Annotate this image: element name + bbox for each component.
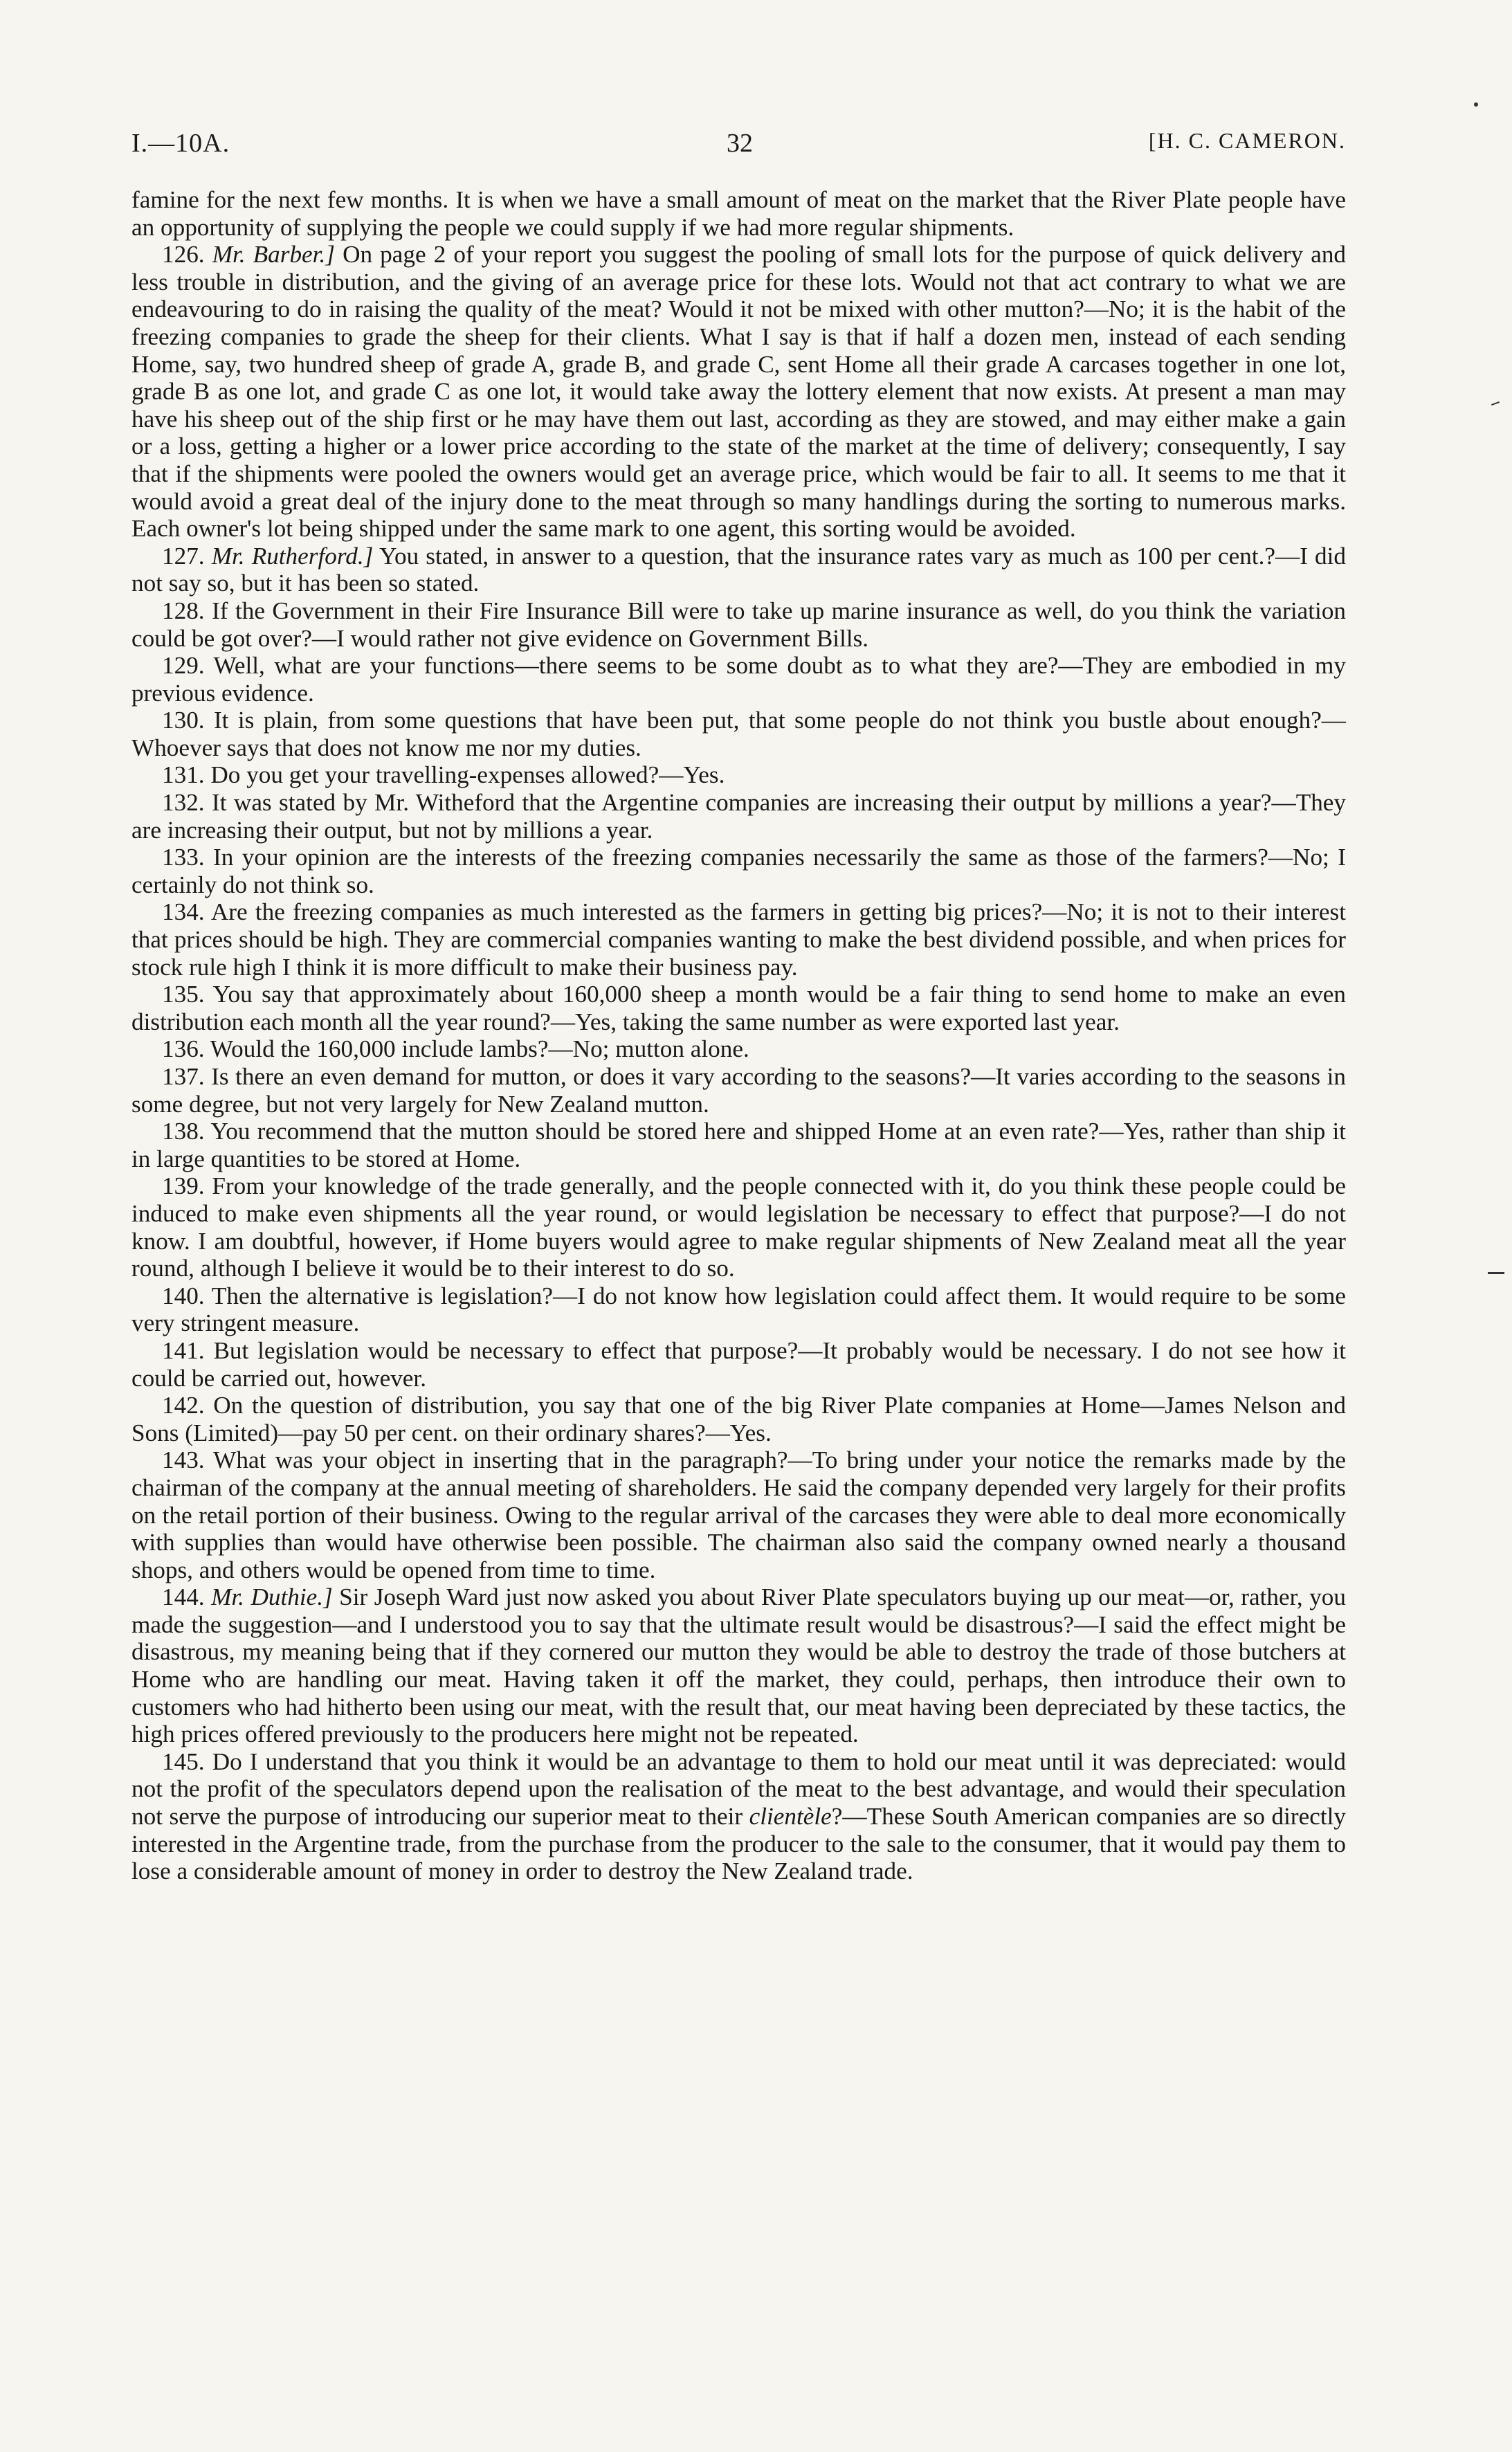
paragraph-text: What was your object in inserting that in the paragraph?—To bring under your notice the remarks made by the chairman of the company at the annual meeting of shareholders. He said the company depended very largely for their profits on the retail portion of their business. Owing to the regular arrival of the carcases they were able to deal more economically with supplies than would have otherwise been possible. The chairman also said the company owned nearly a thousand shops, and others would be opened from time to time.	[131, 1446, 1346, 1583]
paragraph-text: From your knowledge of the trade generally, and the people connected with it, do you think these people could be induced to make even shipments all the year round, or would legislation be necessary to effect that purpose?—I do not know. I am doubtful, however, if Home buyers would agree to make regular shipments of New Zealand meat all the year round, although I believe it would be to their interest to do so.	[131, 1172, 1346, 1282]
question-number: 144.	[162, 1583, 205, 1611]
question-paragraph	[131, 789, 1346, 844]
question-number: 132.	[162, 789, 205, 817]
question-number: 137.	[162, 1063, 205, 1090]
italic-term: clientèle	[749, 1803, 832, 1831]
margin-mark	[1491, 401, 1500, 406]
speaker-name: Mr. Barber.]	[212, 241, 335, 269]
question-number: 129.	[162, 652, 205, 680]
question-number: 130.	[162, 707, 205, 734]
paragraph-text: You stated, in answer to a question, that the insurance rates vary as much as 100 per cent.?—I did not say so, but it has been so stated.	[131, 542, 1346, 597]
question-paragraph	[131, 1748, 1346, 1885]
answer-text: ?—These South American companies are so directly interested in the Argentine trade, from the purchase from the producer to the sale to the consumer, that it would pay them to lose a considerable amount of money in order to destroy the New Zealand trade.	[131, 1803, 1347, 1885]
paragraph-text: It is plain, from some questions that have been put, that some people do not think you bustle about enough?—Whoever says that does not know me nor my duties.	[131, 707, 1346, 761]
continued-paragraph	[131, 186, 1346, 241]
question-number: 139.	[162, 1172, 205, 1200]
question-paragraph	[131, 707, 1346, 761]
speaker-name: Mr. Rutherford.]	[211, 542, 374, 570]
paragraph-text: Sir Joseph Ward just now asked you about River Plate speculators buying up our meat—or, rather, you made the suggestion—and I understood you to say that the ultimate result would be disastrous?—I said the effect might be disastrous, my meaning being that if they cornered our mutton they would be able to destroy the trade of those butchers at Home who are handling our meat. Having taken it off the market, they could, perhaps, then introduce their own to customers who had hitherto been using our meat, with the result that, our meat having been depreciated by these tactics, the high prices offered previously to the producers here might not be repeated.	[131, 1583, 1346, 1748]
question-number: 135.	[162, 981, 205, 1008]
document-page	[131, 128, 1346, 1885]
question-number: 128.	[162, 597, 205, 624]
paragraph-text: Is there an even demand for mutton, or does it vary according to the seasons?—It varies according to the seasons in some degree, but not very largely for New Zealand mutton.	[131, 1063, 1347, 1118]
question-number: 127.	[162, 542, 205, 570]
paragraph-text: Are the freezing companies as much interested as the farmers in getting big prices?—No; it is not to their interest that prices should be high. They are commercial companies wanting to make the best dividend possible, and when prices for stock rule high I think it is more difficult to make their business pay.	[131, 898, 1347, 981]
question-number: 133.	[162, 844, 205, 871]
question-number: 140.	[162, 1282, 205, 1309]
paragraph-text: Well, what are your functions—there seems to be some doubt as to what they are?—They are embodied in my previous evidence.	[131, 652, 1346, 707]
question-number: 141.	[162, 1336, 205, 1364]
question-paragraph	[131, 844, 1346, 898]
question-number: 138.	[162, 1118, 205, 1145]
paragraph-text: On page 2 of your report you suggest the pooling of small lots for the purpose of quick delivery and less trouble in distribution, and the giving of an average price for these lots. Would not that act contrary to what we are endeavouring to do in raising the quality of the meat? Would it not be mixed with other mutton?—No; it is the habit of the freezing companies to grade the sheep for their clients. What I say is that if half a dozen men, instead of each sending Home, say, two hundred sheep of grade A, grade B, and grade C, sent Home all their grade A carcases together in one lot, grade B as one lot, and grade C as one lot, it would take away the lottery element that now exists. At present a man may have his sheep out of the ship first or he may have them out last, according as they are stowed, and may either make a gain or a loss, getting a higher or a lower price according to the state of the market at the time of delivery; consequently, I say that if the shipments were pooled the owners would get an average price, which would be fair to all. It seems to me that it would avoid a great deal of the injury done to the meat through so many handlings during the sorting to numerous marks. Each owner's lot being shipped under the same mark to one agent, this sorting would be avoided.	[131, 241, 1347, 543]
question-paragraph	[131, 1446, 1346, 1583]
question-number: 145.	[162, 1747, 205, 1775]
question-paragraph	[131, 1118, 1346, 1172]
question-paragraph	[131, 241, 1346, 543]
question-text: Do I understand that you think it would be an advantage to them to hold our meat until it was depreciated: would not the profit of the speculators depend upon the realisation of the meat to the best advantage, and would their speculation not serve the purpose of introducing our superior meat to their	[131, 1747, 1347, 1831]
paragraph-text: Do you get your travelling-expenses allowed?—Yes.	[210, 761, 725, 789]
paragraph-text: It was stated by Mr. Witheford that the Argentine companies are increasing their output by millions a year?—They are increasing their output, but not by millions a year.	[131, 789, 1347, 844]
question-number: 142.	[162, 1392, 205, 1419]
page-number: 32	[727, 129, 753, 158]
question-paragraph	[131, 1583, 1346, 1748]
question-number: 143.	[162, 1446, 205, 1474]
paragraph-text: If the Government in their Fire Insurance Bill were to take up marine insurance as well, do you think the variation could be got over?—I would rather not give evidence on Government Bills.	[131, 597, 1347, 652]
question-paragraph	[131, 1392, 1346, 1446]
margin-mark	[1474, 102, 1478, 107]
page-header	[131, 128, 1346, 170]
question-paragraph	[131, 597, 1346, 652]
question-paragraph	[131, 1172, 1346, 1282]
question-paragraph	[131, 898, 1346, 981]
question-number: 126.	[162, 241, 205, 269]
paragraph-text: You say that approximately about 160,000 sheep a month would be a fair thing to send home to make an even distribution each month all the year round?—Yes, taking the same number as were exported last year.	[131, 981, 1346, 1035]
question-paragraph	[131, 761, 1346, 789]
question-number: 131.	[162, 761, 205, 789]
paragraph-text: You recommend that the mutton should be stored here and shipped Home at an even rate?—Yes, rather than ship it in large quantities to be stored at Home.	[131, 1118, 1346, 1172]
speaker-name: Mr. Duthie.]	[211, 1583, 333, 1611]
paragraph-text: In your opinion are the interests of the freezing companies necessarily the same as those of the farmers?—No; I certainly do not think so.	[131, 844, 1346, 898]
paragraph-text: famine for the next few months. It is when we have a small amount of meat on the market that the River Plate people have an opportunity of supplying the people we could supply if we had more regular shipments.	[131, 186, 1346, 241]
question-paragraph	[131, 543, 1346, 597]
header-witness-name: [H. C. CAMERON.	[1148, 128, 1346, 153]
question-paragraph	[131, 1063, 1346, 1118]
question-paragraph	[131, 1282, 1346, 1337]
header-paper-reference: I.—10A.	[131, 129, 230, 158]
paragraph-text: But legislation would be necessary to effect that purpose?—It probably would be necessary. I do not see how it could be carried out, however.	[131, 1336, 1346, 1392]
question-paragraph	[131, 981, 1346, 1035]
evidence-text	[131, 186, 1346, 1885]
paragraph-text: Then the alternative is legislation?—I do not know how legislation could affect them. It would require to be some very stringent measure.	[131, 1282, 1346, 1337]
paragraph-text: Would the 160,000 include lambs?—No; mutton alone.	[210, 1035, 749, 1063]
paragraph-text: On the question of distribution, you say that one of the big River Plate companies at Home—James Nelson and Sons (Limited)—pay 50 per cent. on their ordinary shares?—Yes.	[131, 1392, 1347, 1446]
question-paragraph	[131, 1337, 1346, 1392]
question-number: 134.	[162, 898, 205, 926]
question-number: 136.	[162, 1035, 205, 1063]
margin-mark	[1488, 1272, 1504, 1274]
question-paragraph	[131, 1035, 1346, 1063]
question-paragraph	[131, 652, 1346, 707]
